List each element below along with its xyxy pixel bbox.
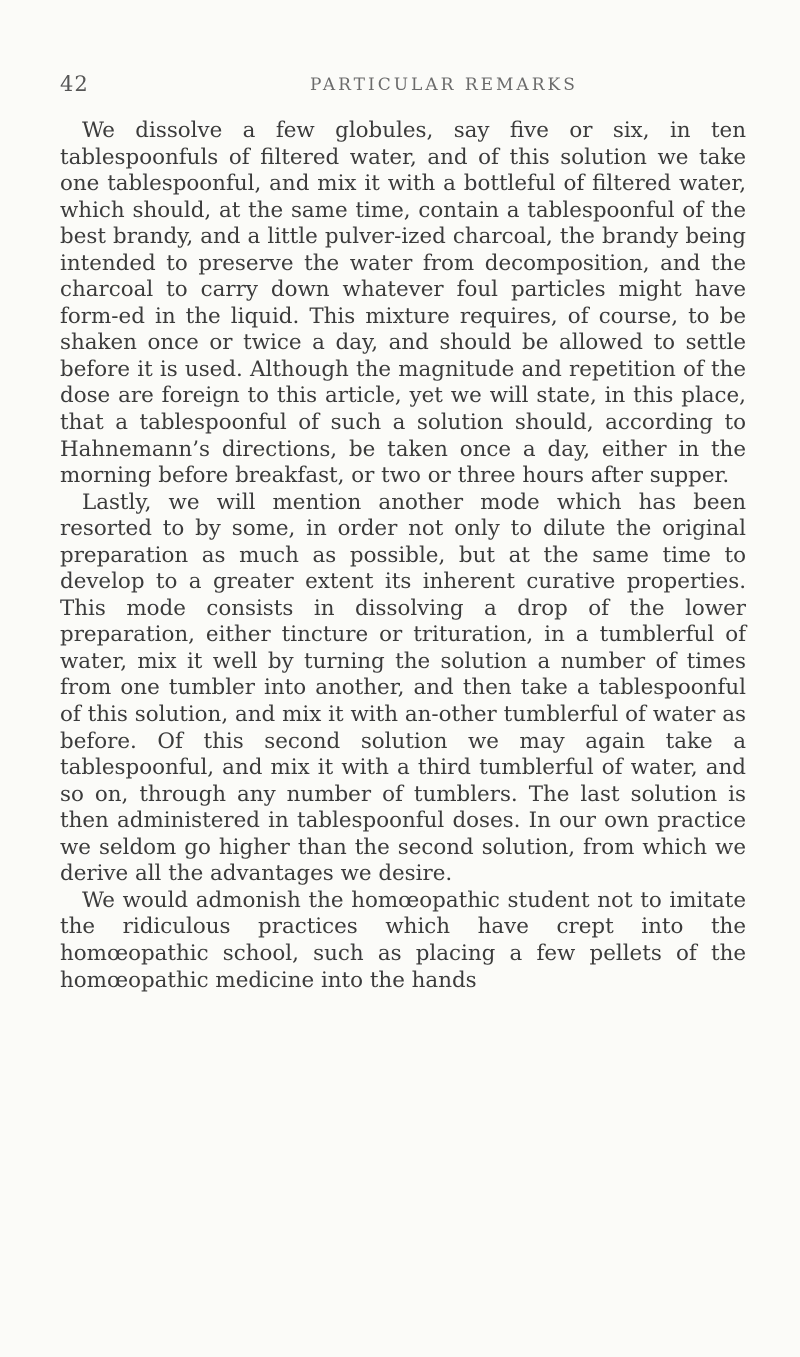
paragraph-admonition: We would admonish the homœopathic student not to imitate the ridiculous practices which have crept into the homœopathic school, such as placing a few pellets of the homœopathic medicine into the hands (60, 887, 746, 993)
paragraph-tumbler-method: Lastly, we will mention another mode which has been resorted to by some, in order not only to dilute the original preparation as much as possible, but at the same time to develop to a greater extent its inherent curative properties. This mode consists in dissolving a drop of the lower preparation, either tincture or trituration, in a tumblerful of water, mix it well by turning the solution a number of times from one tumbler into another, and then take a tablespoonful of this solution, and mix it with an-other tumblerful of water as before. Of this second solution we may again take a tablespoonful, and mix it with a third tumblerful of water, and so on, through any number of tumblers. The last solution is then administered in tablespoonful doses. In our own practice we seldom go higher than the second solution, from which we derive all the advantages we desire. (60, 489, 746, 887)
running-head (60, 72, 740, 102)
body-text (60, 118, 746, 994)
paragraph-dissolving-globules: We dissolve a few globules, say five or six, in ten tablespoonfuls of filtered water, and of this solution we take one tablespoonful, and mix it with a bottleful of filtered water, which should, at the same time, contain a tablespoonful of the best brandy, and a little pulver-ized charcoal, the brandy being intended to preserve the water from decomposition, and the charcoal to carry down whatever foul particles might have form-ed in the liquid. This mixture requires, of course, to be shaken once or twice a day, and should be allowed to settle before it is used. Although the magnitude and repetition of the dose are foreign to this article, yet we will state, in this place, that a tablespoonful of such a solution should, according to Hahnemann’s directions, be taken once a day, either in the morning before breakfast, or two or three hours after supper. (60, 118, 746, 489)
page-number: 42 (60, 72, 89, 96)
running-title: PARTICULAR REMARKS (310, 75, 578, 95)
